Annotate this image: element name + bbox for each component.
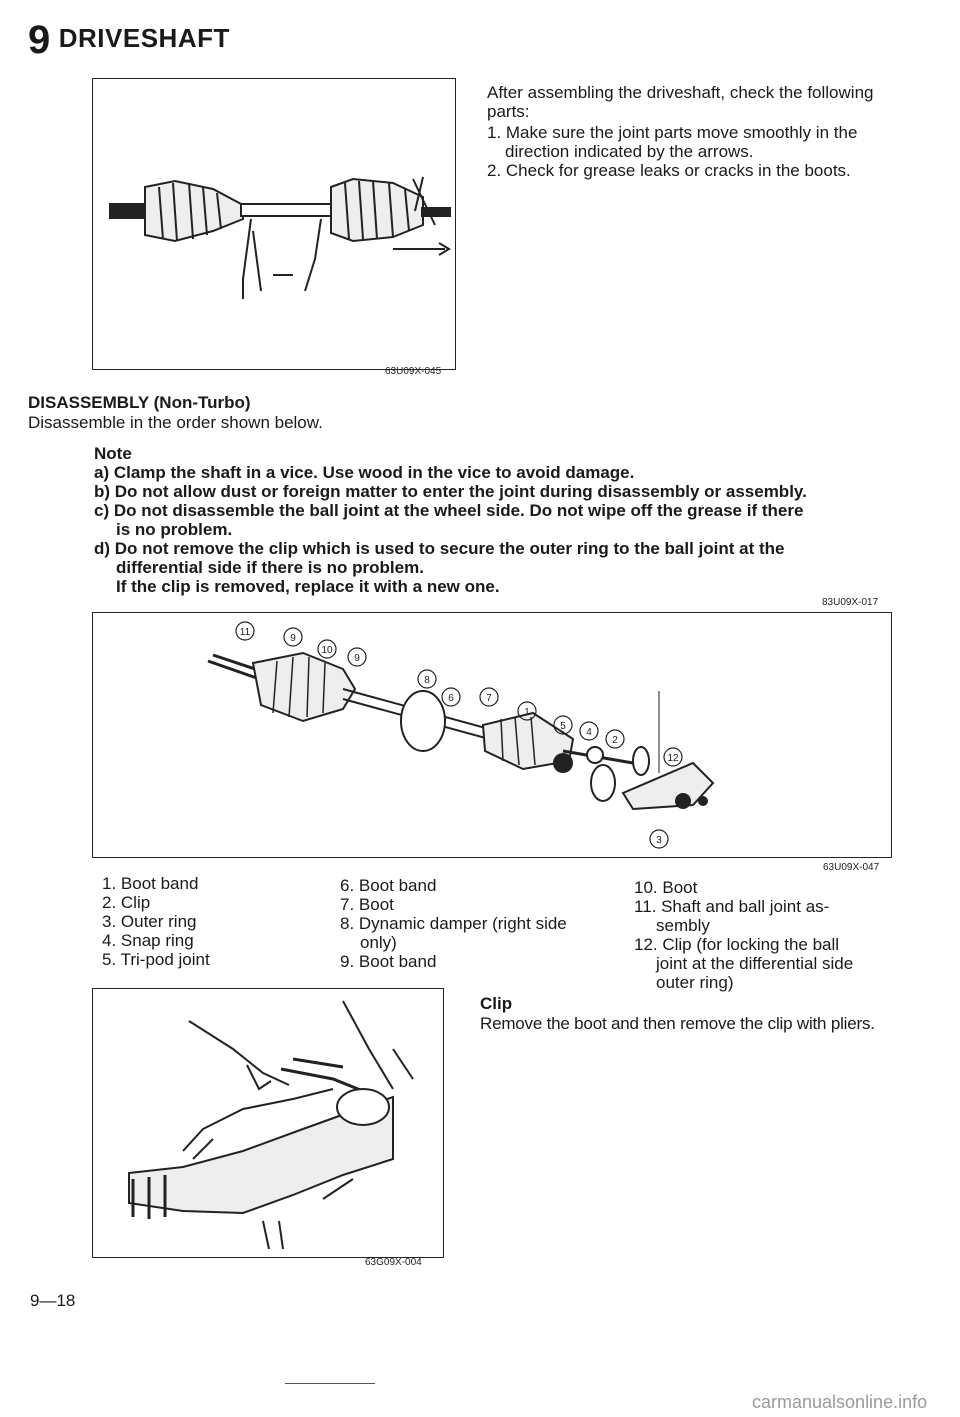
disassembly-notes (94, 444, 914, 596)
part-item: 10. Boot (634, 878, 698, 897)
callout-label: 11 (239, 627, 251, 638)
exploded-driveshaft-illustration (93, 613, 891, 857)
part-item: 4. Snap ring (102, 931, 194, 950)
figure-clip-removal (92, 988, 444, 1258)
check-item-1-cont: direction indicated by the arrows. (505, 142, 754, 161)
after-assembly-intro: After assembling the driveshaft, check the following parts: (487, 83, 874, 121)
part-item: outer ring) (656, 973, 734, 992)
disassembly-intro: Disassemble in the order shown below. (28, 413, 323, 432)
page-number: 9—18 (30, 1291, 76, 1310)
part-item: only) (360, 933, 397, 952)
figure2-code: 63U09X-047 (823, 862, 880, 873)
part-item: 8. Dynamic damper (right side (340, 914, 567, 933)
part-item: 2. Clip (102, 893, 151, 912)
check-item-1: 1. Make sure the joint parts move smoothly in the (487, 123, 858, 142)
after-assembly-text (487, 83, 907, 180)
note-d-clip: If the clip is removed, replace it with a new one. (116, 577, 500, 596)
part-item: joint at the differential side (656, 954, 854, 973)
note-d-cont: differential side if there is no problem. (116, 558, 424, 577)
figure1-code: 63U09X-045 (385, 366, 442, 377)
section-number: 9 (28, 18, 51, 62)
callout-label: 3 (656, 835, 662, 846)
part-item: 1. Boot band (102, 874, 199, 893)
callout-label: 8 (424, 675, 430, 686)
callout-label: 10 (321, 645, 333, 656)
part-item: 12. Clip (for locking the ball (634, 935, 840, 954)
parts-list-col3 (634, 878, 853, 992)
part-item: 11. Shaft and ball joint as- (634, 897, 830, 916)
callout-label: 1 (524, 707, 530, 718)
parts-list-col2 (340, 876, 567, 971)
section-title: DRIVESHAFT (58, 23, 230, 53)
figure3-code: 63G09X-004 (365, 1257, 422, 1268)
callout-label: 7 (486, 693, 492, 704)
clip-removal-illustration (93, 989, 443, 1257)
note-c-cont: is no problem. (116, 520, 233, 539)
note-d: d) Do not remove the clip which is used to secure the outer ring to the ball joint at the (94, 539, 785, 558)
footer-rule (285, 1383, 375, 1384)
note-c: c) Do not disassemble the ball joint at the wheel side. Do not wipe off the grease if there (94, 501, 804, 520)
clip-text: Remove the boot and then remove the clip with pliers. (480, 1014, 875, 1033)
watermark: carmanualsonline.info (752, 1392, 928, 1412)
callout-label: 12 (667, 753, 679, 764)
note-a: a) Clamp the shaft in a vice. Use wood in the vice to avoid damage. (94, 463, 635, 482)
part-item: sembly (656, 916, 710, 935)
note-label: Note (94, 444, 132, 463)
part-item: 6. Boot band (340, 876, 437, 895)
parts-list-col1 (102, 874, 210, 969)
driveshaft-assembled-illustration (93, 79, 455, 369)
callout-label: 9 (354, 653, 360, 664)
callout-label: 5 (560, 721, 566, 732)
section-header (28, 18, 230, 63)
part-item: 3. Outer ring (102, 912, 197, 931)
part-item: 7. Boot (340, 895, 394, 914)
note-code: 83U09X-017 (822, 597, 879, 608)
figure-driveshaft-check (92, 78, 456, 370)
callout-label: 4 (586, 727, 592, 738)
callout-label: 2 (612, 735, 618, 746)
figure-exploded-view (92, 612, 892, 858)
callout-label: 9 (290, 633, 296, 644)
note-b: b) Do not allow dust or foreign matter to enter the joint during disassembly or assembly. (94, 482, 807, 501)
disassembly-title: DISASSEMBLY (Non-Turbo) (28, 393, 251, 412)
callout-label: 6 (448, 693, 454, 704)
part-item: 9. Boot band (340, 952, 437, 971)
part-item: 5. Tri-pod joint (102, 950, 210, 969)
clip-title: Clip (480, 994, 513, 1013)
check-item-2: 2. Check for grease leaks or cracks in the boots. (487, 161, 851, 180)
